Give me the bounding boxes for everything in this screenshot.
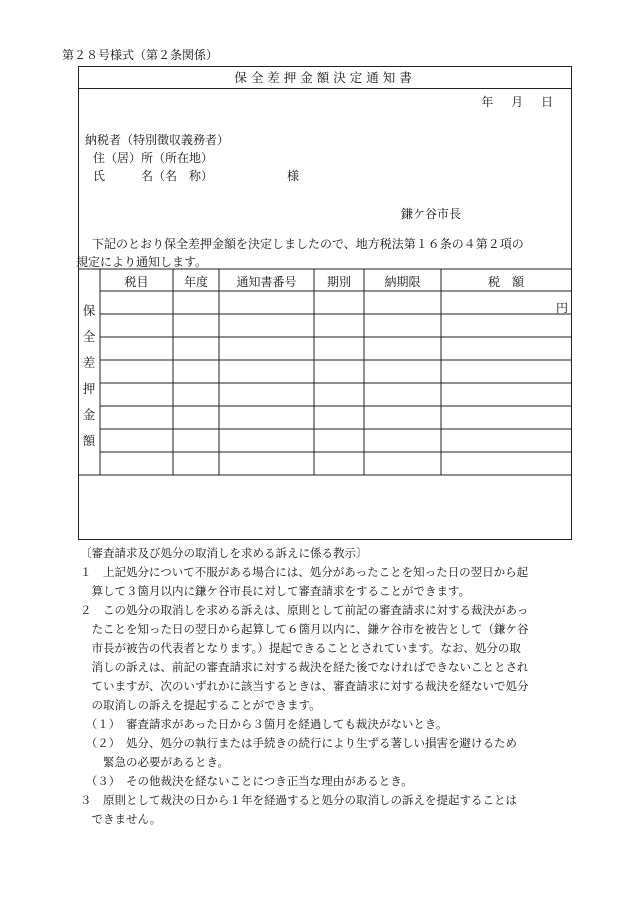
notice-form	[78, 66, 572, 540]
note-line: たことを知った日の翌日から起算して６箇月以内に、鎌ケ谷市を被告として（鎌ケ谷	[80, 622, 529, 636]
note-line: （１） 審査請求があった日から３箇月を経過しても裁決がないとき。	[80, 717, 448, 731]
name-label: 氏 名（名 称）	[93, 169, 214, 183]
column-header: 税 額	[487, 275, 524, 289]
side-label-char: 全	[82, 329, 96, 344]
note-line: （３） その他裁決を経ないことにつき正当な理由があるとき。	[80, 774, 413, 788]
column-header: 税目	[124, 275, 149, 289]
amount-table-grid	[79, 67, 571, 539]
body-line-1: 下記のとおり保全差押金額を決定しましたので、地方税法第１６条の４第２項の	[92, 237, 524, 251]
issuer: 鎌ケ谷市長	[401, 207, 462, 221]
side-label-char: 差	[82, 355, 96, 370]
date-month-label: 月	[511, 95, 526, 109]
column-header: 年度	[183, 275, 208, 289]
taxpayer-label: 納税者（特別徴収義務者）	[85, 133, 230, 147]
honorific: 様	[287, 169, 300, 183]
address-label: 住（居）所（所在地）	[93, 151, 214, 165]
side-label-char: 保	[82, 303, 96, 318]
form-id: 第２８号様式（第２条関係）	[62, 48, 219, 62]
column-header: 通知書番号	[236, 275, 297, 289]
date-day-label: 日	[540, 95, 555, 109]
appeal-instructions	[80, 544, 600, 829]
note-line: 消しの訴えは、前記の審査請求に対する裁決を経た後でなければできないこととされ	[80, 660, 529, 674]
column-header: 期別	[326, 275, 351, 289]
note-line: （２） 処分、処分の執行または手続きの続行により生ずる著しい損害を避けるため	[80, 736, 517, 750]
currency-unit: 円	[555, 301, 568, 315]
side-label-char: 金	[82, 407, 96, 422]
note-line: 市長が被告の代表者となります。）提起できることとされています。なお、処分の取	[80, 641, 521, 655]
note-line: １ 上記処分について不服がある場合には、処分があったことを知った日の翌日から起	[80, 565, 529, 579]
note-line: できません。	[80, 812, 162, 826]
note-line: 算して３箇月以内に鎌ケ谷市長に対して審査請求をすることができます。	[80, 584, 471, 598]
date-year-label: 年	[481, 95, 496, 109]
note-line: 緊急の必要があるとき。	[80, 755, 230, 769]
note-line: の取消しの訴えを提起することができます。	[80, 698, 321, 712]
side-label-char: 額	[82, 433, 96, 448]
document-title: 保全差押金額決定通知書	[79, 67, 571, 89]
notes-heading: 〔審査請求及び処分の取消しを求める訴えに係る教示〕	[80, 546, 368, 560]
body-line-2: 規定により通知します。	[76, 255, 208, 269]
side-label-char: 押	[82, 381, 96, 396]
side-label	[79, 275, 100, 476]
note-line: ２ この処分の取消しを求める訴えは、原則として前記の審査請求に対する裁決があっ	[80, 603, 529, 617]
note-line: ていますが、次のいずれかに該当するときは、審査請求に対する裁決を経ないで処分	[80, 679, 529, 693]
column-header: 納期限	[384, 275, 421, 289]
note-line: ３ 原則として裁決の日から１年を経過すると処分の取消しの訴えを提起することは	[80, 793, 517, 807]
